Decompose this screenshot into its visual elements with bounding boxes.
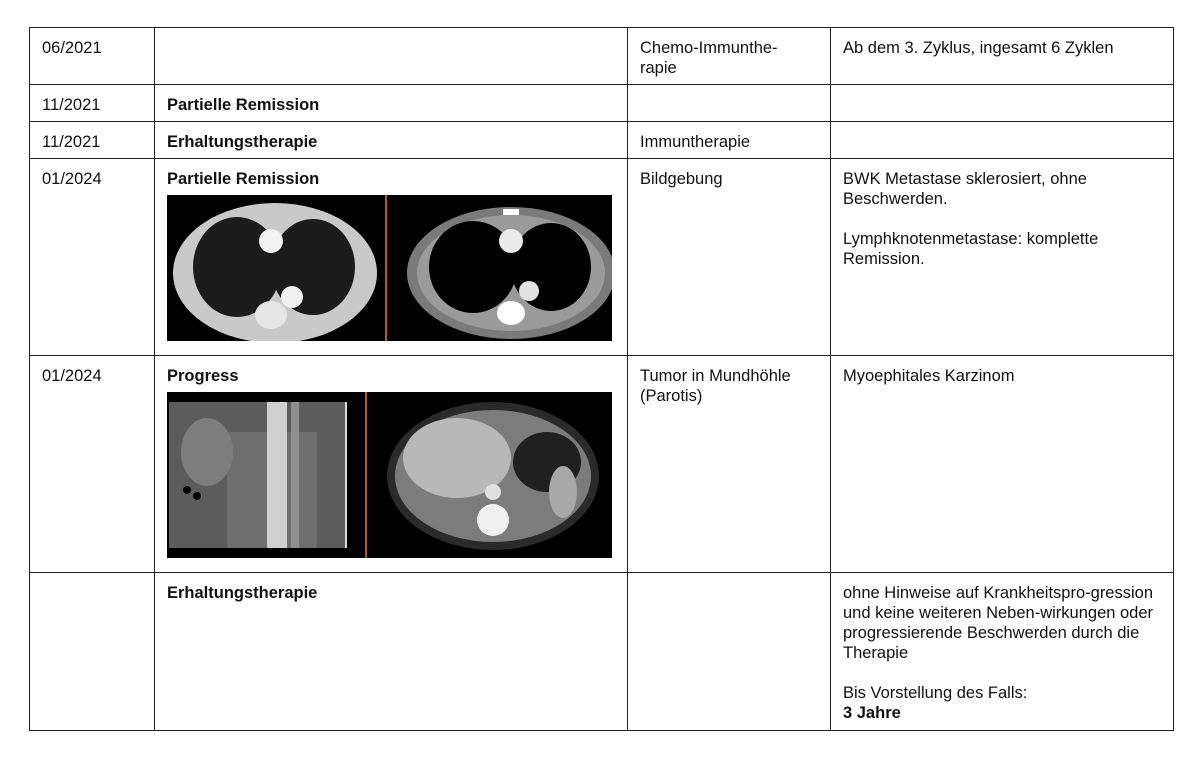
event-cell — [155, 28, 628, 85]
table-row — [30, 28, 1174, 85]
duration-value: 3 Jahre — [843, 704, 901, 722]
event-cell: Erhaltungstherapie — [155, 122, 628, 159]
table-row — [30, 122, 1174, 159]
comment-cell: Myoephitales Karzinom — [831, 356, 1174, 573]
date-cell: 01/2024 — [30, 356, 155, 573]
ct-abdomen-image — [167, 392, 612, 558]
comment-cell — [831, 159, 1174, 356]
procedure-cell: Tumor in Mundhöhle (Parotis) — [628, 356, 831, 573]
procedure-text: Chemo-Immunthe- rapie — [640, 39, 778, 77]
procedure-cell — [628, 85, 831, 122]
table-row — [30, 573, 1174, 731]
procedure-cell: Immuntherapie — [628, 122, 831, 159]
date-cell: 11/2021 — [30, 85, 155, 122]
procedure-cell — [628, 28, 831, 85]
date-cell — [30, 573, 155, 731]
event-cell — [155, 159, 628, 356]
comment-cell — [831, 85, 1174, 122]
table-row — [30, 356, 1174, 573]
comment-cell — [831, 573, 1174, 731]
procedure-cell: Bildgebung — [628, 159, 831, 356]
date-cell: 06/2021 — [30, 28, 155, 85]
event-label: Progress — [167, 367, 239, 385]
event-label: Partielle Remission — [167, 170, 320, 188]
table-row — [30, 85, 1174, 122]
event-cell: Partielle Remission — [155, 85, 628, 122]
event-cell — [155, 356, 628, 573]
table-row — [30, 159, 1174, 356]
comment-text: BWK Metastase sklerosiert, ohne Beschwerden. — [843, 170, 1087, 208]
procedure-cell — [628, 573, 831, 731]
comment-cell: Ab dem 3. Zyklus, ingesamt 6 Zyklen — [831, 28, 1174, 85]
comment-text: ohne Hinweise auf Krankheitspro-gression und keine weiteren Neben-wirkungen oder progressierende Beschwerden durch die Therapie — [843, 584, 1154, 662]
date-cell: 01/2024 — [30, 159, 155, 356]
comment-cell — [831, 122, 1174, 159]
comment-text: Lymphknotenmetastase: komplette Remission. — [843, 230, 1099, 268]
ct-thorax-image — [167, 195, 612, 341]
comment-text: Bis Vorstellung des Falls: — [843, 684, 1028, 702]
treatment-timeline-table — [29, 27, 1174, 731]
date-cell: 11/2021 — [30, 122, 155, 159]
event-cell: Erhaltungstherapie — [155, 573, 628, 731]
